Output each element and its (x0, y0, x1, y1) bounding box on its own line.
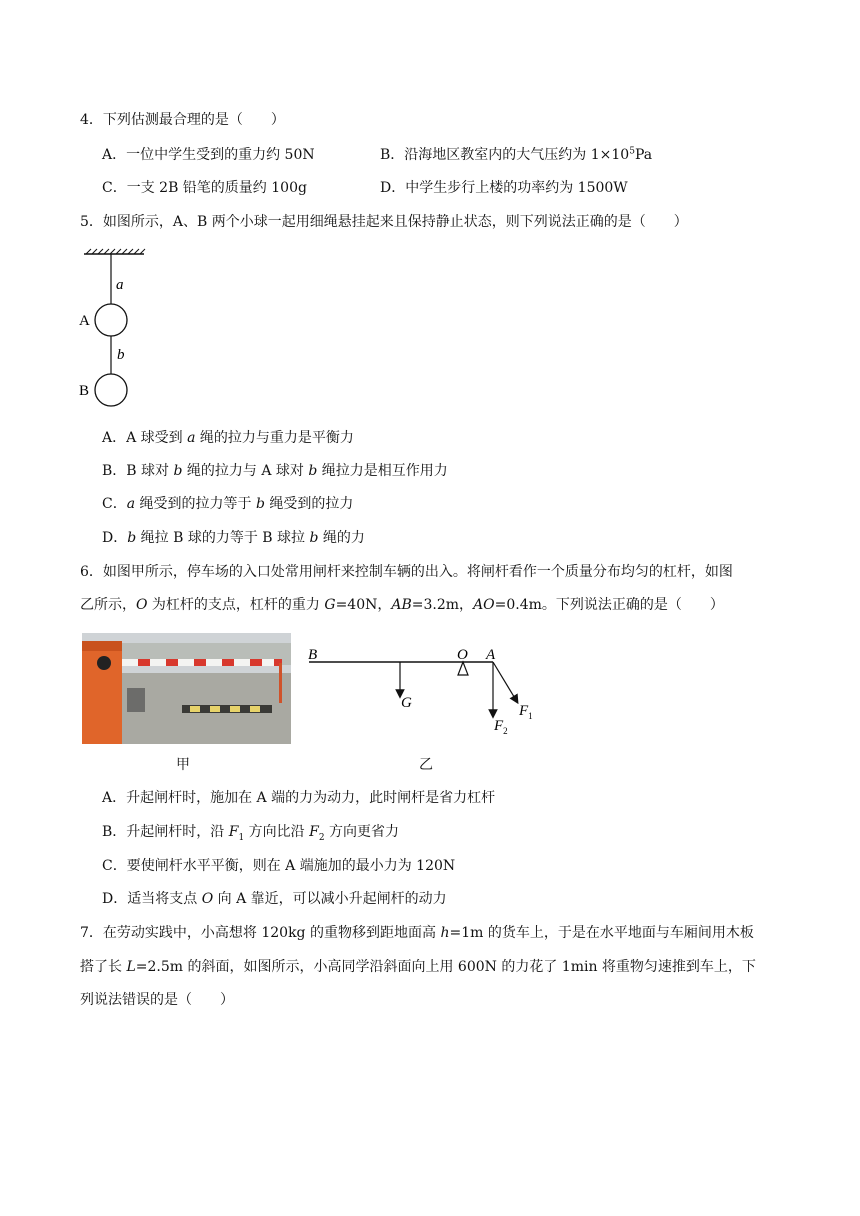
fulcrum-triangle (458, 662, 468, 675)
q4-stem: 4．下列估测最合理的是（ ） (80, 112, 285, 128)
ball-b-label: B (79, 383, 90, 399)
q5-option-b: B．B 球对 b 绳的拉力与 A 球对 b 绳拉力是相互作用力 (102, 463, 448, 479)
q7-stem-line1: 7．在劳动实践中，小高想将 120kg 的重物移到距地面高 h=1m 的货车上，于是在水平地面与车厢间用木板 (80, 925, 754, 941)
q6-option-c: C．要使闸杆水平平衡，则在 A 端施加的最小力为 120N (102, 858, 456, 874)
q5-option-d: D．b 绳拉 B 球的力等于 B 球拉 b 绳的力 (102, 530, 365, 546)
q6-option-b: B．升起闸杆时，沿 $F_1$ 方向比沿 $F_2$ 方向更省力 (102, 824, 400, 843)
q5-option-a: A．A 球受到 a 绳的拉力与重力是平衡力 (102, 430, 354, 446)
q6-stem-line2: 乙所示，O 为杠杆的支点，杠杆的重力 G=40N，AB=3.2m，AO=0.4m。下列说法正确的是（ ） (80, 597, 724, 613)
gravity-label: G (401, 695, 412, 711)
q6-caption-right: 乙 (419, 757, 433, 773)
parking-gate-illustration (82, 633, 291, 744)
q6-stem-line1: 6．如图甲所示，停车场的入口处常用闸杆来控制车辆的出入。将闸杆看作一个质量分布均匀的杠杆，如图 (80, 564, 733, 580)
force-f1-label: $F_1$ (519, 703, 533, 721)
point-a-label: A (486, 647, 496, 663)
q4-option-c: C．一支 2B 铅笔的质量约 100g (102, 180, 307, 196)
q5-option-c: C．a 绳受到的拉力等于 b 绳受到的拉力 (102, 496, 354, 512)
q6-option-a: A．升起闸杆时，施加在 A 端的力为动力，此时闸杆是省力杠杆 (102, 790, 496, 806)
q6-caption-left: 甲 (176, 757, 190, 773)
force-f1-arrow (493, 662, 516, 700)
q5-hanging-balls-diagram (76, 248, 156, 410)
point-o-label: O (457, 647, 468, 663)
q7-stem-line2: 搭了长 L=2.5m 的斜面，如图所示，小高同学沿斜面向上用 600N 的力花了 1min 将重物匀速推到车上，下 (80, 959, 756, 975)
rope-b-label: b (117, 347, 125, 363)
q6-option-d: D．适当将支点 O 向 A 靠近，可以减小升起闸杆的动力 (102, 891, 447, 907)
ball-a-label: A (79, 313, 90, 329)
q6-lever-diagram (305, 642, 555, 742)
ball-b (95, 374, 127, 406)
q6-parking-gate-photo (82, 633, 291, 744)
point-b-label: B (308, 647, 318, 663)
rope-a-label: a (116, 277, 124, 293)
q4-option-d: D．中学生步行上楼的功率约为 1500W (380, 180, 628, 196)
ball-a (95, 304, 127, 336)
q4-option-b: B．沿海地区教室内的大气压约为 $1\times 10^5Pa$ (380, 146, 653, 163)
force-f2-label: $F_2$ (494, 718, 508, 736)
q7-stem-line3: 列说法错误的是（ ） (80, 992, 234, 1008)
q4-option-a: A．一位中学生受到的重力约 50N (102, 147, 315, 163)
q5-stem: 5．如图所示，A、B 两个小球一起用细绳悬挂起来且保持静止状态，则下列说法正确的是（ ） (80, 214, 688, 230)
